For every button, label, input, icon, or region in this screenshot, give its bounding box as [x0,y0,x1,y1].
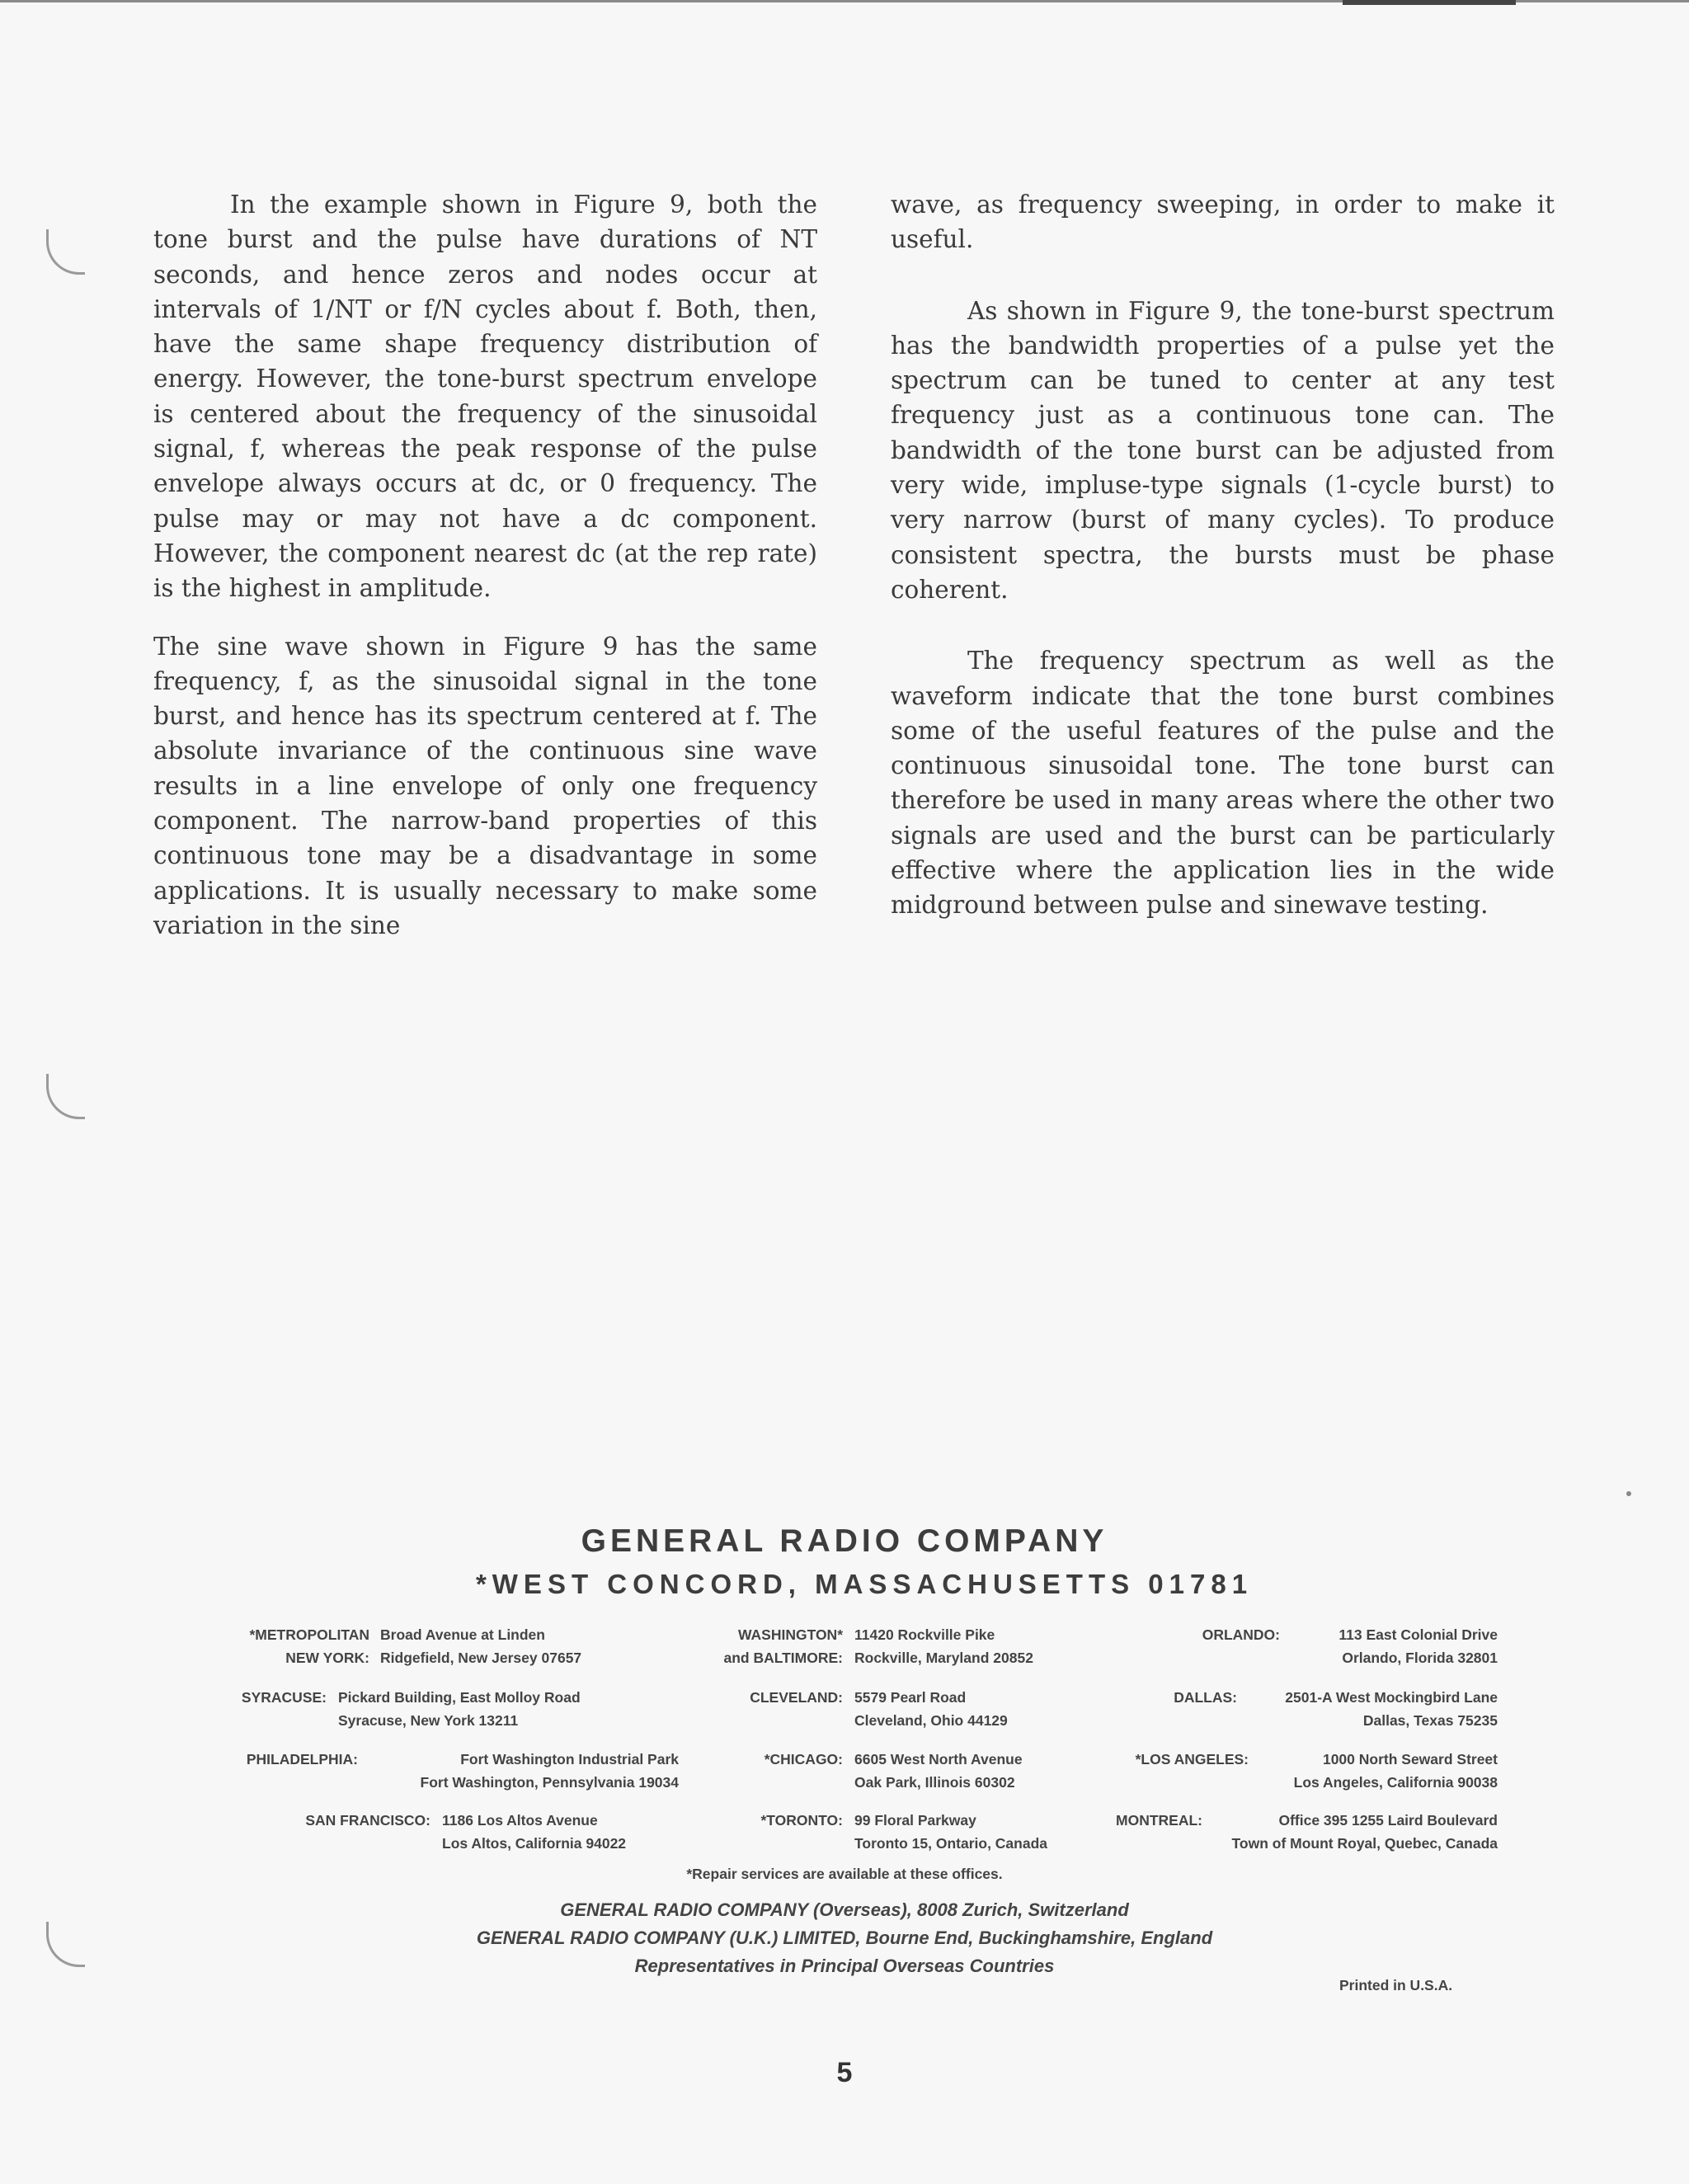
right-column [891,187,1555,946]
page-number: 5 [836,2057,853,2088]
office-address: Town of Mount Royal, Quebec, Canada [1231,1835,1498,1852]
office-address: 6605 West North Avenue [854,1751,1023,1767]
paragraph: The frequency spectrum as well as the waveform indicate that the tone burst combines some of the useful features of the pulse and the continuous sinusoidal tone. The tone burst can therefore be used in many areas where the other two signals are used and the burst can be particularly effective where the application lies in the wide midground between pulse and sinewave testing. [891,647,1555,920]
top-edge-bar [1343,0,1516,5]
paragraph: As shown in Figure 9, the tone-burst spectrum has the bandwidth properties of a pulse yet the spectrum can be tuned to center at any test frequency just as a continuous tone can. The bandwidth of the tone burst can be adjusted from very wide, impluse-type signals (1-cycle burst) to very narrow (burst of many cycles). To produce consistent spectra, the bursts must be phase coherent. [891,296,1555,604]
punch-hole-top [46,229,85,275]
paragraph: In the example shown in Figure 9, both the tone burst and the pulse have durations of NT seconds, and hence zeros and nodes occur at intervals of 1/NT or f/N cycles about f. Both, then, have the same shape frequency distribution of energy. However, the tone-burst spectrum envelope is centered about the frequency of the sinusoidal signal, f, whereas the peak response of the pulse envelope always occurs at dc, or 0 frequency. The pulse may or may not have a dc component. However, the component nearest dc (at the rep rate) is the highest in amplitude. [153,191,817,603]
printed-in-usa: Printed in U.S.A. [1339,1977,1453,1993]
office-city: *METROPOLITAN [249,1626,369,1643]
office-address: Fort Washington Industrial Park [460,1751,679,1767]
office-city: *LOS ANGELES: [1135,1751,1249,1767]
office-address: 1000 North Seward Street [1322,1751,1498,1767]
office-address: Syracuse, New York 13211 [338,1712,519,1729]
office-city: SYRACUSE: [241,1689,327,1706]
office-city: DALLAS: [1174,1689,1237,1706]
office-city: NEW YORK: [285,1650,369,1666]
scan-speck [1626,1491,1631,1496]
office-address: Broad Avenue at Linden [380,1626,545,1643]
office-address: 11420 Rockville Pike [854,1626,995,1643]
paragraph: The sine wave shown in Figure 9 has the same frequency, f, as the sinusoidal signal in the tone burst, and hence has its spectrum centered at f. The absolute invariance of the continuous sine wave results in a line envelope of only one frequency component. The narrow-band properties of this continuous tone may be a disadvantage in some applications. It is usually necessary to make some variation in the sine [153,632,817,939]
office-address: Pickard Building, East Molloy Road [338,1689,581,1706]
overseas-line: GENERAL RADIO COMPANY (Overseas), 8008 Zurich, Switzerland [560,1899,1129,1920]
company-address: *WEST CONCORD, MASSACHUSETTS 01781 [475,1569,1254,1599]
office-city: and BALTIMORE: [723,1650,843,1666]
office-address: Los Altos, California 94022 [442,1835,627,1852]
company-name: GENERAL RADIO COMPANY [581,1523,1108,1559]
office-address: 113 East Colonial Drive [1338,1626,1498,1643]
office-address: Toronto 15, Ontario, Canada [854,1835,1048,1852]
office-address: Office 395 1255 Laird Boulevard [1278,1812,1498,1829]
office-address: 2501-A West Mockingbird Lane [1285,1689,1498,1706]
punch-hole-middle [46,1074,85,1119]
repair-note: *Repair services are available at these offices. [686,1866,1003,1882]
office-city: *CHICAGO: [764,1751,843,1767]
office-city: PHILADELPHIA: [246,1751,358,1767]
office-city: MONTREAL: [1116,1812,1202,1829]
office-city: *TORONTO: [760,1812,843,1829]
office-address: Rockville, Maryland 20852 [854,1650,1033,1666]
office-city: WASHINGTON* [737,1626,843,1643]
left-column [153,187,817,966]
office-city: SAN FRANCISCO: [305,1812,430,1829]
overseas-line: Representatives in Principal Overseas Countries [634,1956,1055,1976]
overseas-line: GENERAL RADIO COMPANY (U.K.) LIMITED, Bourne End, Buckinghamshire, England [476,1927,1213,1948]
office-address: Orlando, Florida 32801 [1342,1650,1498,1666]
office-city: CLEVELAND: [750,1689,843,1706]
office-address: 5579 Pearl Road [854,1689,967,1706]
paragraph: wave, as frequency sweeping, in order to make it useful. [891,191,1555,254]
office-address: 99 Floral Parkway [854,1812,976,1829]
office-address: 1186 Los Altos Avenue [442,1812,598,1829]
office-address: Fort Washington, Pennsylvania 19034 [420,1774,679,1791]
office-address: Oak Park, Illinois 60302 [854,1774,1015,1791]
office-address: Los Angeles, California 90038 [1293,1774,1498,1791]
office-city: ORLANDO: [1202,1626,1280,1643]
office-address: Dallas, Texas 75235 [1362,1712,1498,1729]
office-address: Cleveland, Ohio 44129 [854,1712,1008,1729]
office-address: Ridgefield, New Jersey 07657 [380,1650,582,1666]
